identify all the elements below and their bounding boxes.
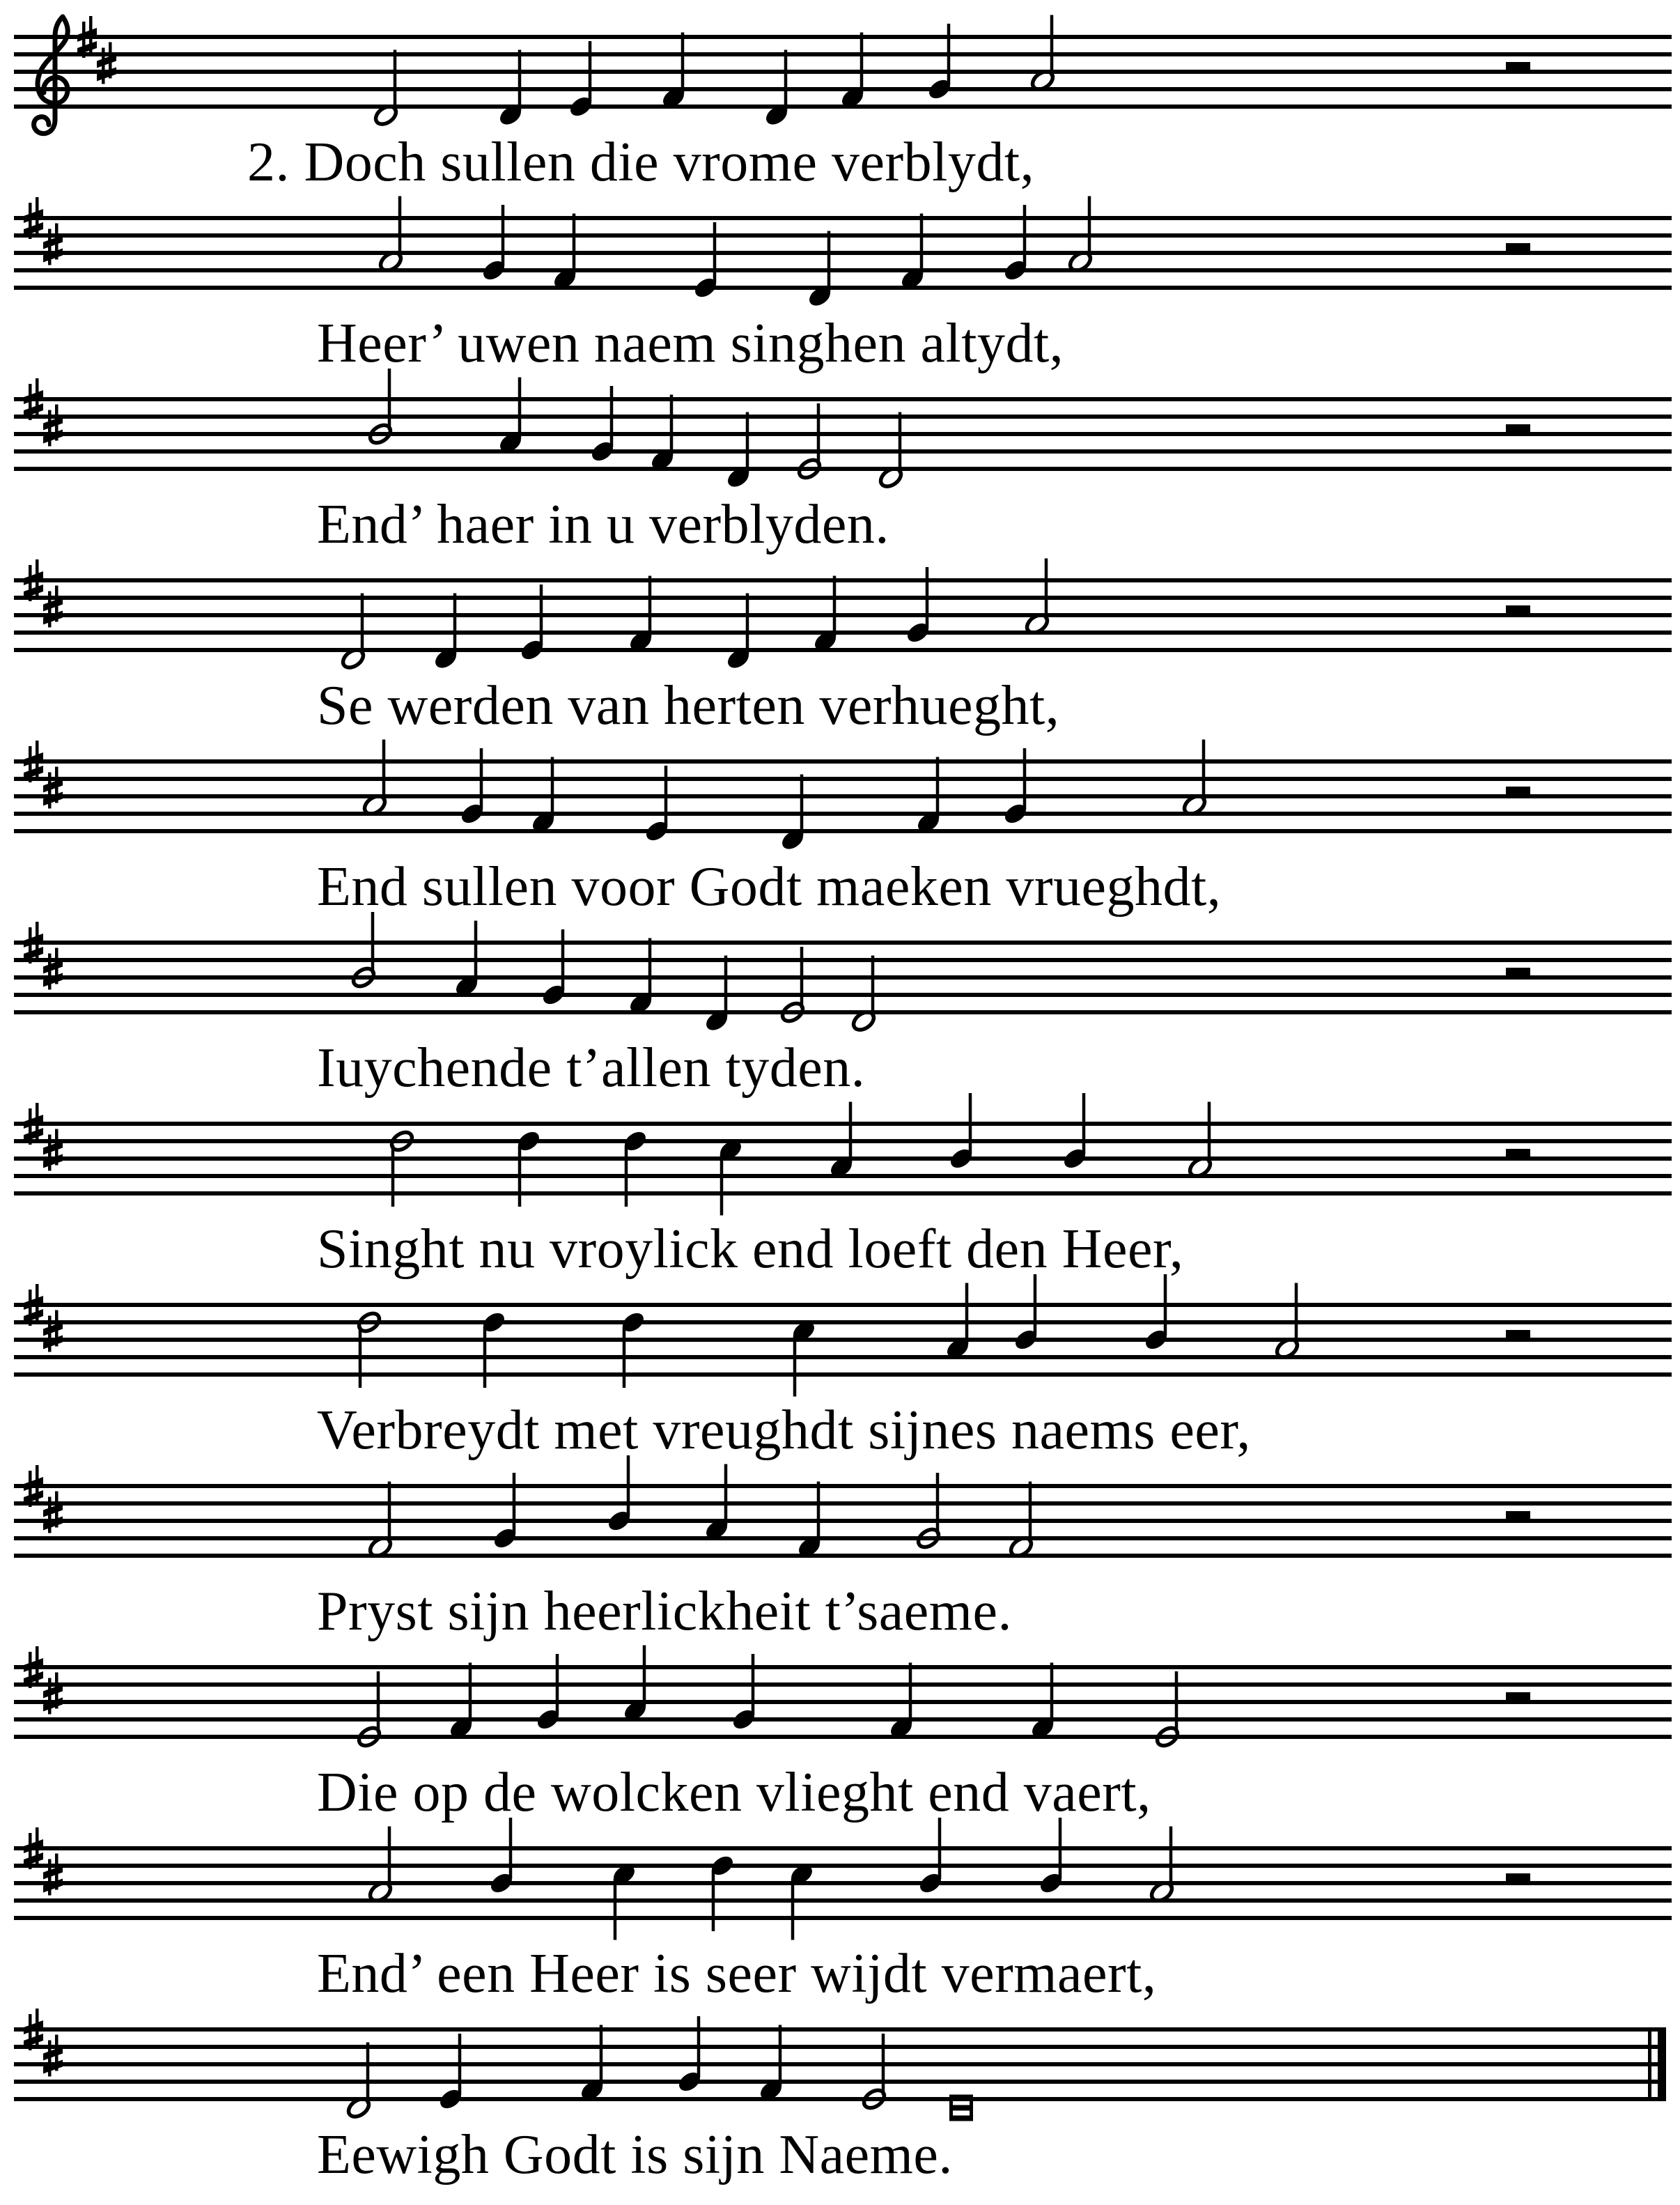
breve-note: [949, 2095, 973, 2100]
sharp-icon: [43, 1673, 63, 1715]
lyric-line-4: Se werden van herten verhueght,: [317, 675, 1060, 736]
half-rest: [1506, 1149, 1530, 1159]
lyric-line-11: End’ een Heer is seer wijdt vermaert,: [317, 1943, 1157, 2004]
breve-note: [970, 2095, 973, 2121]
treble-clef-icon: [34, 17, 68, 134]
lyric-line-9: Pryst sijn heerlickheit t’saeme.: [317, 1581, 1012, 1642]
sharp-icon: [43, 1129, 63, 1171]
half-rest: [1506, 605, 1530, 615]
half-rest: [1506, 1511, 1530, 1521]
lyric-line-3: End’ haer in u verblyden.: [317, 494, 889, 555]
lyric-line-5: End sullen voor Godt maeken vrueghdt,: [317, 856, 1222, 918]
breve-note: [949, 2116, 973, 2121]
breve-note: [949, 2095, 953, 2121]
half-rest: [1506, 968, 1530, 977]
sharp-icon: [43, 224, 63, 265]
half-rest: [1506, 1692, 1530, 1702]
final-barline-thick: [1658, 2027, 1666, 2101]
sharp-icon: [43, 2035, 63, 2077]
lyric-line-12: Eewigh Godt is sijn Naeme.: [317, 2124, 953, 2185]
breve-note: [949, 2105, 973, 2111]
half-rest: [1506, 1330, 1530, 1340]
half-rest: [1506, 787, 1530, 796]
half-rest: [1506, 424, 1530, 434]
lyric-line-8: Verbreydt met vreughdt sijnes naems eer,: [317, 1400, 1251, 1461]
sharp-icon: [43, 1310, 63, 1352]
lyric-line-1: 2. Doch sullen die vrome verblydt,: [247, 132, 1035, 193]
half-rest: [1506, 1873, 1530, 1883]
sharp-icon: [43, 405, 63, 447]
treble-clef-stroke: [34, 117, 55, 134]
lyric-line-7: Singht nu vroylick end loeft den Heer,: [317, 1218, 1184, 1280]
final-barline-thin: [1648, 2027, 1651, 2101]
sharp-icon: [43, 1854, 63, 1896]
lyric-line-6: Iuychende t’allen tyden.: [317, 1037, 866, 1099]
half-rest: [1506, 62, 1530, 72]
half-rest: [1506, 243, 1530, 253]
sharp-icon: [43, 948, 63, 990]
lyric-line-2: Heer’ uwen naem singhen altydt,: [317, 313, 1064, 374]
sharp-icon: [43, 586, 63, 628]
sharp-icon: [43, 767, 63, 809]
sharp-icon: [43, 1492, 63, 1533]
sharp-icon: [97, 42, 116, 84]
lyric-line-10: Die op de wolcken vlieght end vaert,: [317, 1762, 1151, 1823]
